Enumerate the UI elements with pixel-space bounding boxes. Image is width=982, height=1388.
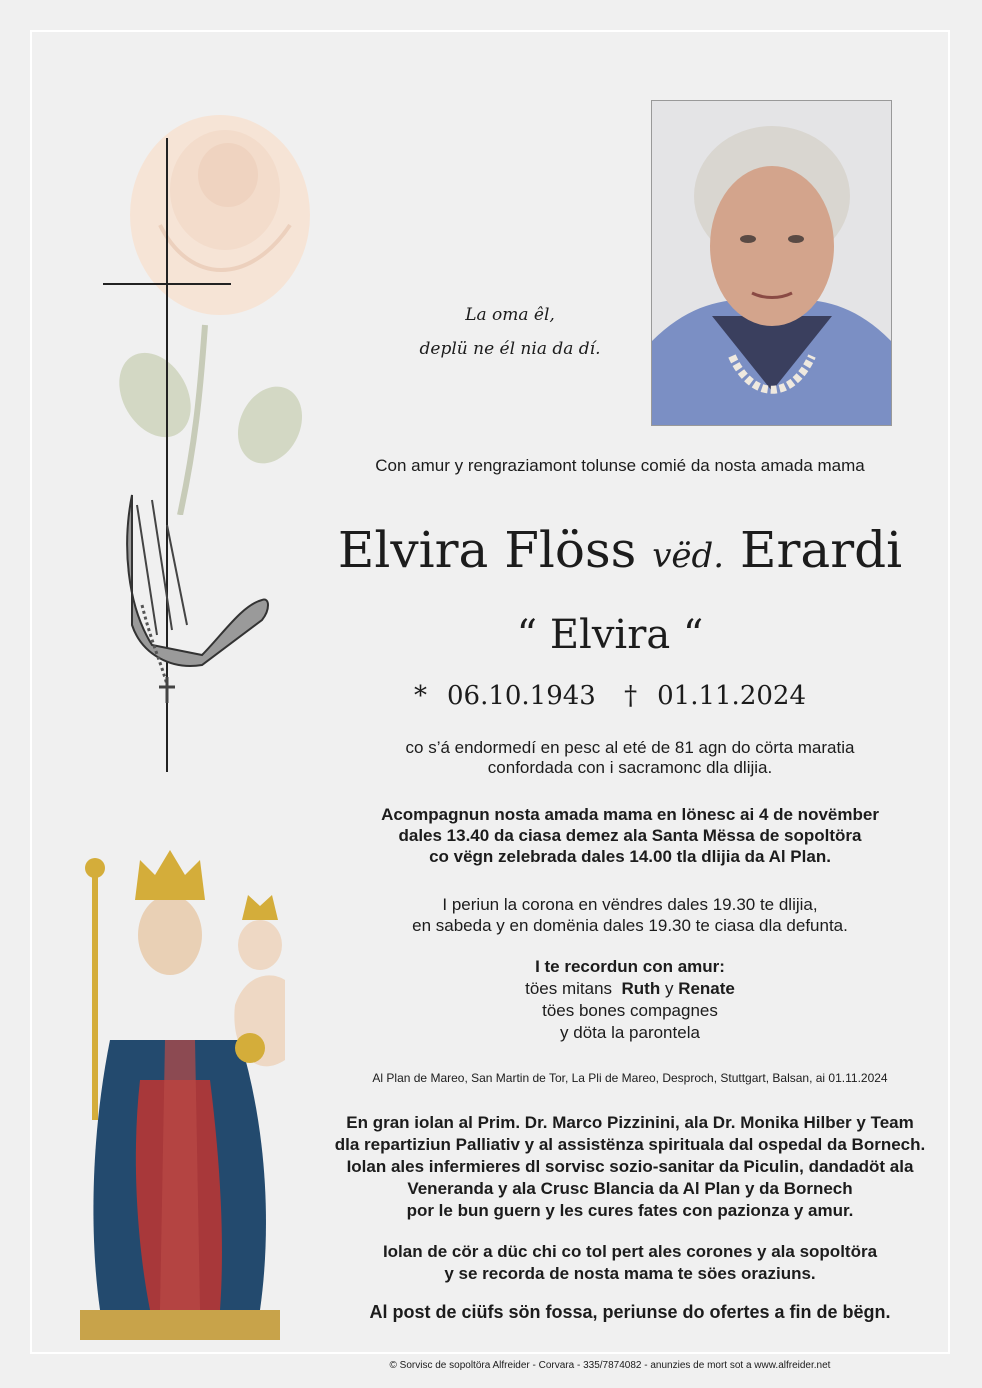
birth-symbol: * bbox=[413, 681, 427, 711]
name-widow-label: vëd. bbox=[652, 536, 725, 576]
text-line: en sabeda y en domënia dales 19.30 te ciasa dla defunta. bbox=[412, 916, 848, 935]
place-date: Al Plan de Mareo, San Martin de Tor, La Pli de Mareo, Desproch, Stuttgart, Balsan, ai 01.11.2024 bbox=[372, 1071, 888, 1085]
text-line: y se recorda de nosta mama te söes oraziuns. bbox=[444, 1264, 816, 1283]
mourners-line-1 bbox=[300, 978, 960, 1000]
mourners-prefix: töes mitans bbox=[525, 979, 613, 998]
intro-text: Con amur y rengraziamont tolunse comié da nosta amada mama bbox=[375, 456, 865, 475]
quote-line-1: La oma êl, bbox=[465, 305, 555, 325]
rose-image bbox=[100, 95, 320, 515]
gratitude-paragraph bbox=[300, 1241, 960, 1285]
mourners-line-2: töes bones compagnes bbox=[542, 1001, 718, 1020]
footer-credit: © Sorvisc de sopoltöra Alfreider - Corvara - 335/7874082 - anunzies de mort sot a www.alfreider.net bbox=[389, 1360, 831, 1371]
text-line: co vëgn zelebrada dales 14.00 tla dlijia da Al Plan. bbox=[429, 847, 831, 866]
mourners-section bbox=[300, 956, 960, 1044]
text-line: dla repartiziun Palliativ y al assistënza spirituala dal ospedal da Bornech. bbox=[334, 1135, 926, 1154]
quote-line-2: deplü ne él nia da dí. bbox=[419, 339, 601, 359]
mourner-name-2: Renate bbox=[678, 979, 735, 998]
thanks-paragraph bbox=[300, 1112, 960, 1222]
mourners-line-3: y döta la parontela bbox=[560, 1023, 700, 1042]
cross-horizontal-line bbox=[103, 283, 231, 285]
text-line: dales 13.40 da ciasa demez ala Santa Mëssa de sopoltöra bbox=[398, 826, 862, 845]
text-line: co s’á endormedí en pesc al eté de 81 agn do cörta maratia bbox=[405, 738, 855, 757]
life-dates bbox=[400, 676, 820, 716]
passing-paragraph bbox=[300, 738, 960, 778]
text-line: I periun la corona en vëndres dales 19.30 te dlijia, bbox=[442, 895, 818, 914]
text-line: por le bun guern y les cures fates con pazionza y amur. bbox=[406, 1201, 854, 1220]
name-first: Elvira Flöss bbox=[337, 521, 637, 579]
mourner-name-1: Ruth bbox=[621, 979, 661, 998]
text-line: Iolan ales infermieres dl sorvisc sozio-sanitar da Piculin, dandadöt ala bbox=[346, 1157, 914, 1176]
rosary-paragraph bbox=[300, 894, 960, 936]
text-line: Veneranda y ala Crusc Blancia da Al Plan y da Bornech bbox=[407, 1179, 853, 1198]
portrait-photo bbox=[651, 100, 892, 426]
mourners-heading: I te recordun con amur: bbox=[535, 957, 725, 976]
mourners-conj: y bbox=[664, 979, 674, 998]
text-line: Acompagnun nosta amada mama en lönesc ai 4 de novëmber bbox=[381, 805, 879, 824]
death-symbol: † bbox=[624, 681, 638, 711]
deceased-name bbox=[300, 520, 940, 586]
poem-quote bbox=[380, 298, 640, 366]
birth-date: 06.10.1943 bbox=[446, 681, 596, 711]
nickname: “ Elvira “ bbox=[516, 612, 704, 658]
funeral-paragraph bbox=[300, 804, 960, 867]
madonna-statue-image bbox=[70, 840, 290, 1350]
death-date: 01.11.2024 bbox=[657, 681, 806, 711]
name-last: Erardi bbox=[740, 521, 903, 579]
text-line: Iolan de cör a düc chi co tol pert ales corones y ala sopoltöra bbox=[382, 1242, 878, 1261]
praying-hands-image bbox=[112, 485, 272, 705]
donation-note: Al post de ciüfs sön fossa, periunse do ofertes a fin de bëgn. bbox=[369, 1302, 891, 1322]
text-line: En gran iolan al Prim. Dr. Marco Pizzinini, ala Dr. Monika Hilber y Team bbox=[346, 1113, 914, 1132]
text-line: confordada con i sacramonc dla dlijia. bbox=[487, 758, 773, 777]
